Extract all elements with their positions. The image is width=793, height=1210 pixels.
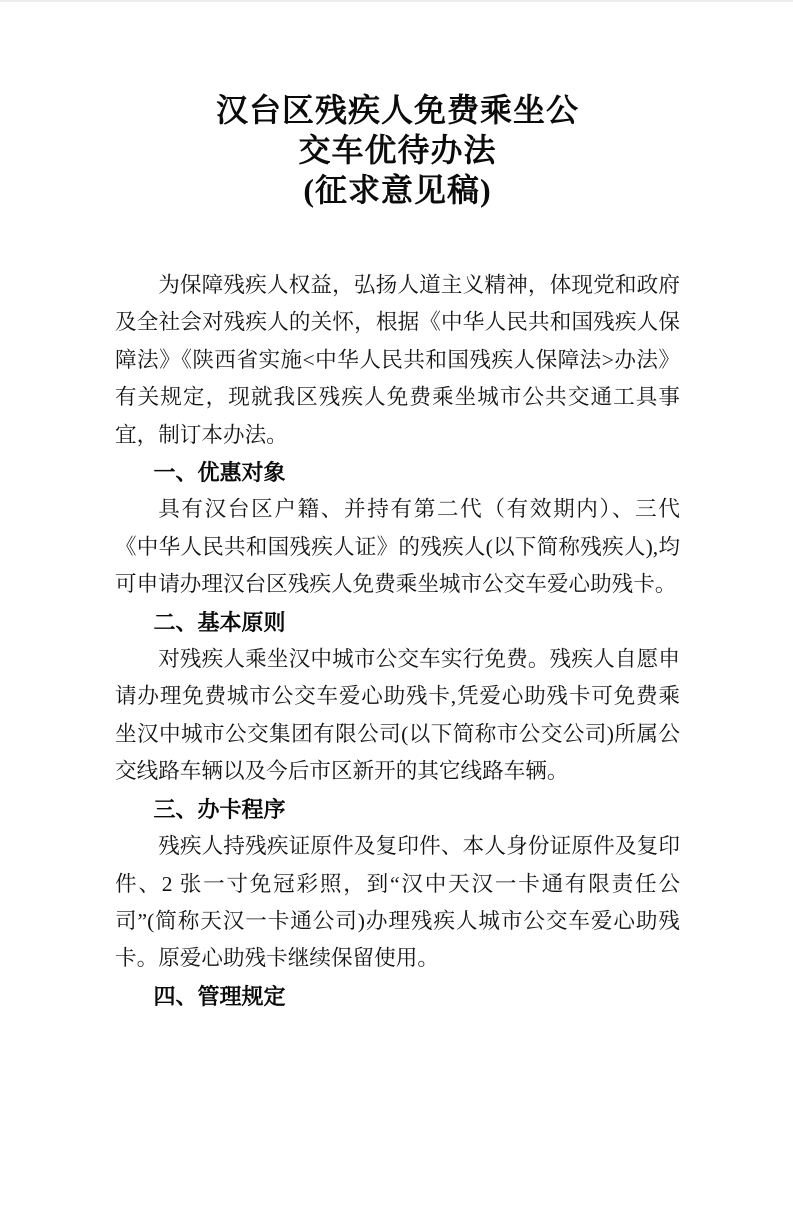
document-title-line-1: 汉台区残疾人免费乘坐公 xyxy=(215,92,579,128)
intro-paragraph: 为保障残疾人权益，弘扬人道主义精神，体现党和政府及全社会对残疾人的关怀，根据《中华人民共和国残疾人保障法》《陕西省实施<中华人民共和国残疾人保障法>办法》有关规定，现就我区残疾人免费乘坐城市公共交通工具事宜，制订本办法。 xyxy=(115,273,680,447)
section-heading-1: 一、优惠对象 xyxy=(153,460,286,486)
section-heading-2: 二、基本原则 xyxy=(153,609,286,635)
section-basic-principles xyxy=(115,604,680,791)
page-top-edge xyxy=(0,0,793,2)
section-body-2: 对残疾人乘坐汉中城市公交车实行免费。残疾人自愿申请办理免费城市公交车爱心助残卡,凭爱心助残卡可免费乘坐汉中城市公交集团有限公司(以下简称市公交公司)所属公交线路车辆以及今后市区新开的其它线路车辆。 xyxy=(115,647,680,784)
section-body-3: 残疾人持残疾证原件及复印件、本人身份证原件及复印件、2 张一寸免冠彩照，到“汉中天汉一卡通有限责任公司”(简称天汉一卡通公司)办理残疾人城市公交车爱心助残卡。原爱心助残卡继续保留使用。 xyxy=(115,834,680,971)
section-card-procedure xyxy=(115,791,680,978)
document-page xyxy=(0,90,793,1210)
document-title xyxy=(115,90,680,210)
section-heading-4: 四、管理规定 xyxy=(153,983,286,1009)
section-management-rules xyxy=(115,978,680,1015)
section-preferential-targets xyxy=(115,454,680,604)
section-heading-3: 三、办卡程序 xyxy=(153,796,286,822)
document-body xyxy=(115,267,680,1015)
section-body-1: 具有汉台区户籍、并持有第二代（有效期内）、三代《中华人民共和国残疾人证》的残疾人(以下简称残疾人),均可申请办理汉台区残疾人免费乘坐城市公交车爱心助残卡。 xyxy=(115,497,680,597)
document-title-line-2: 交车优待办法 xyxy=(298,132,497,168)
document-subtitle: (征求意见稿) xyxy=(303,172,492,208)
